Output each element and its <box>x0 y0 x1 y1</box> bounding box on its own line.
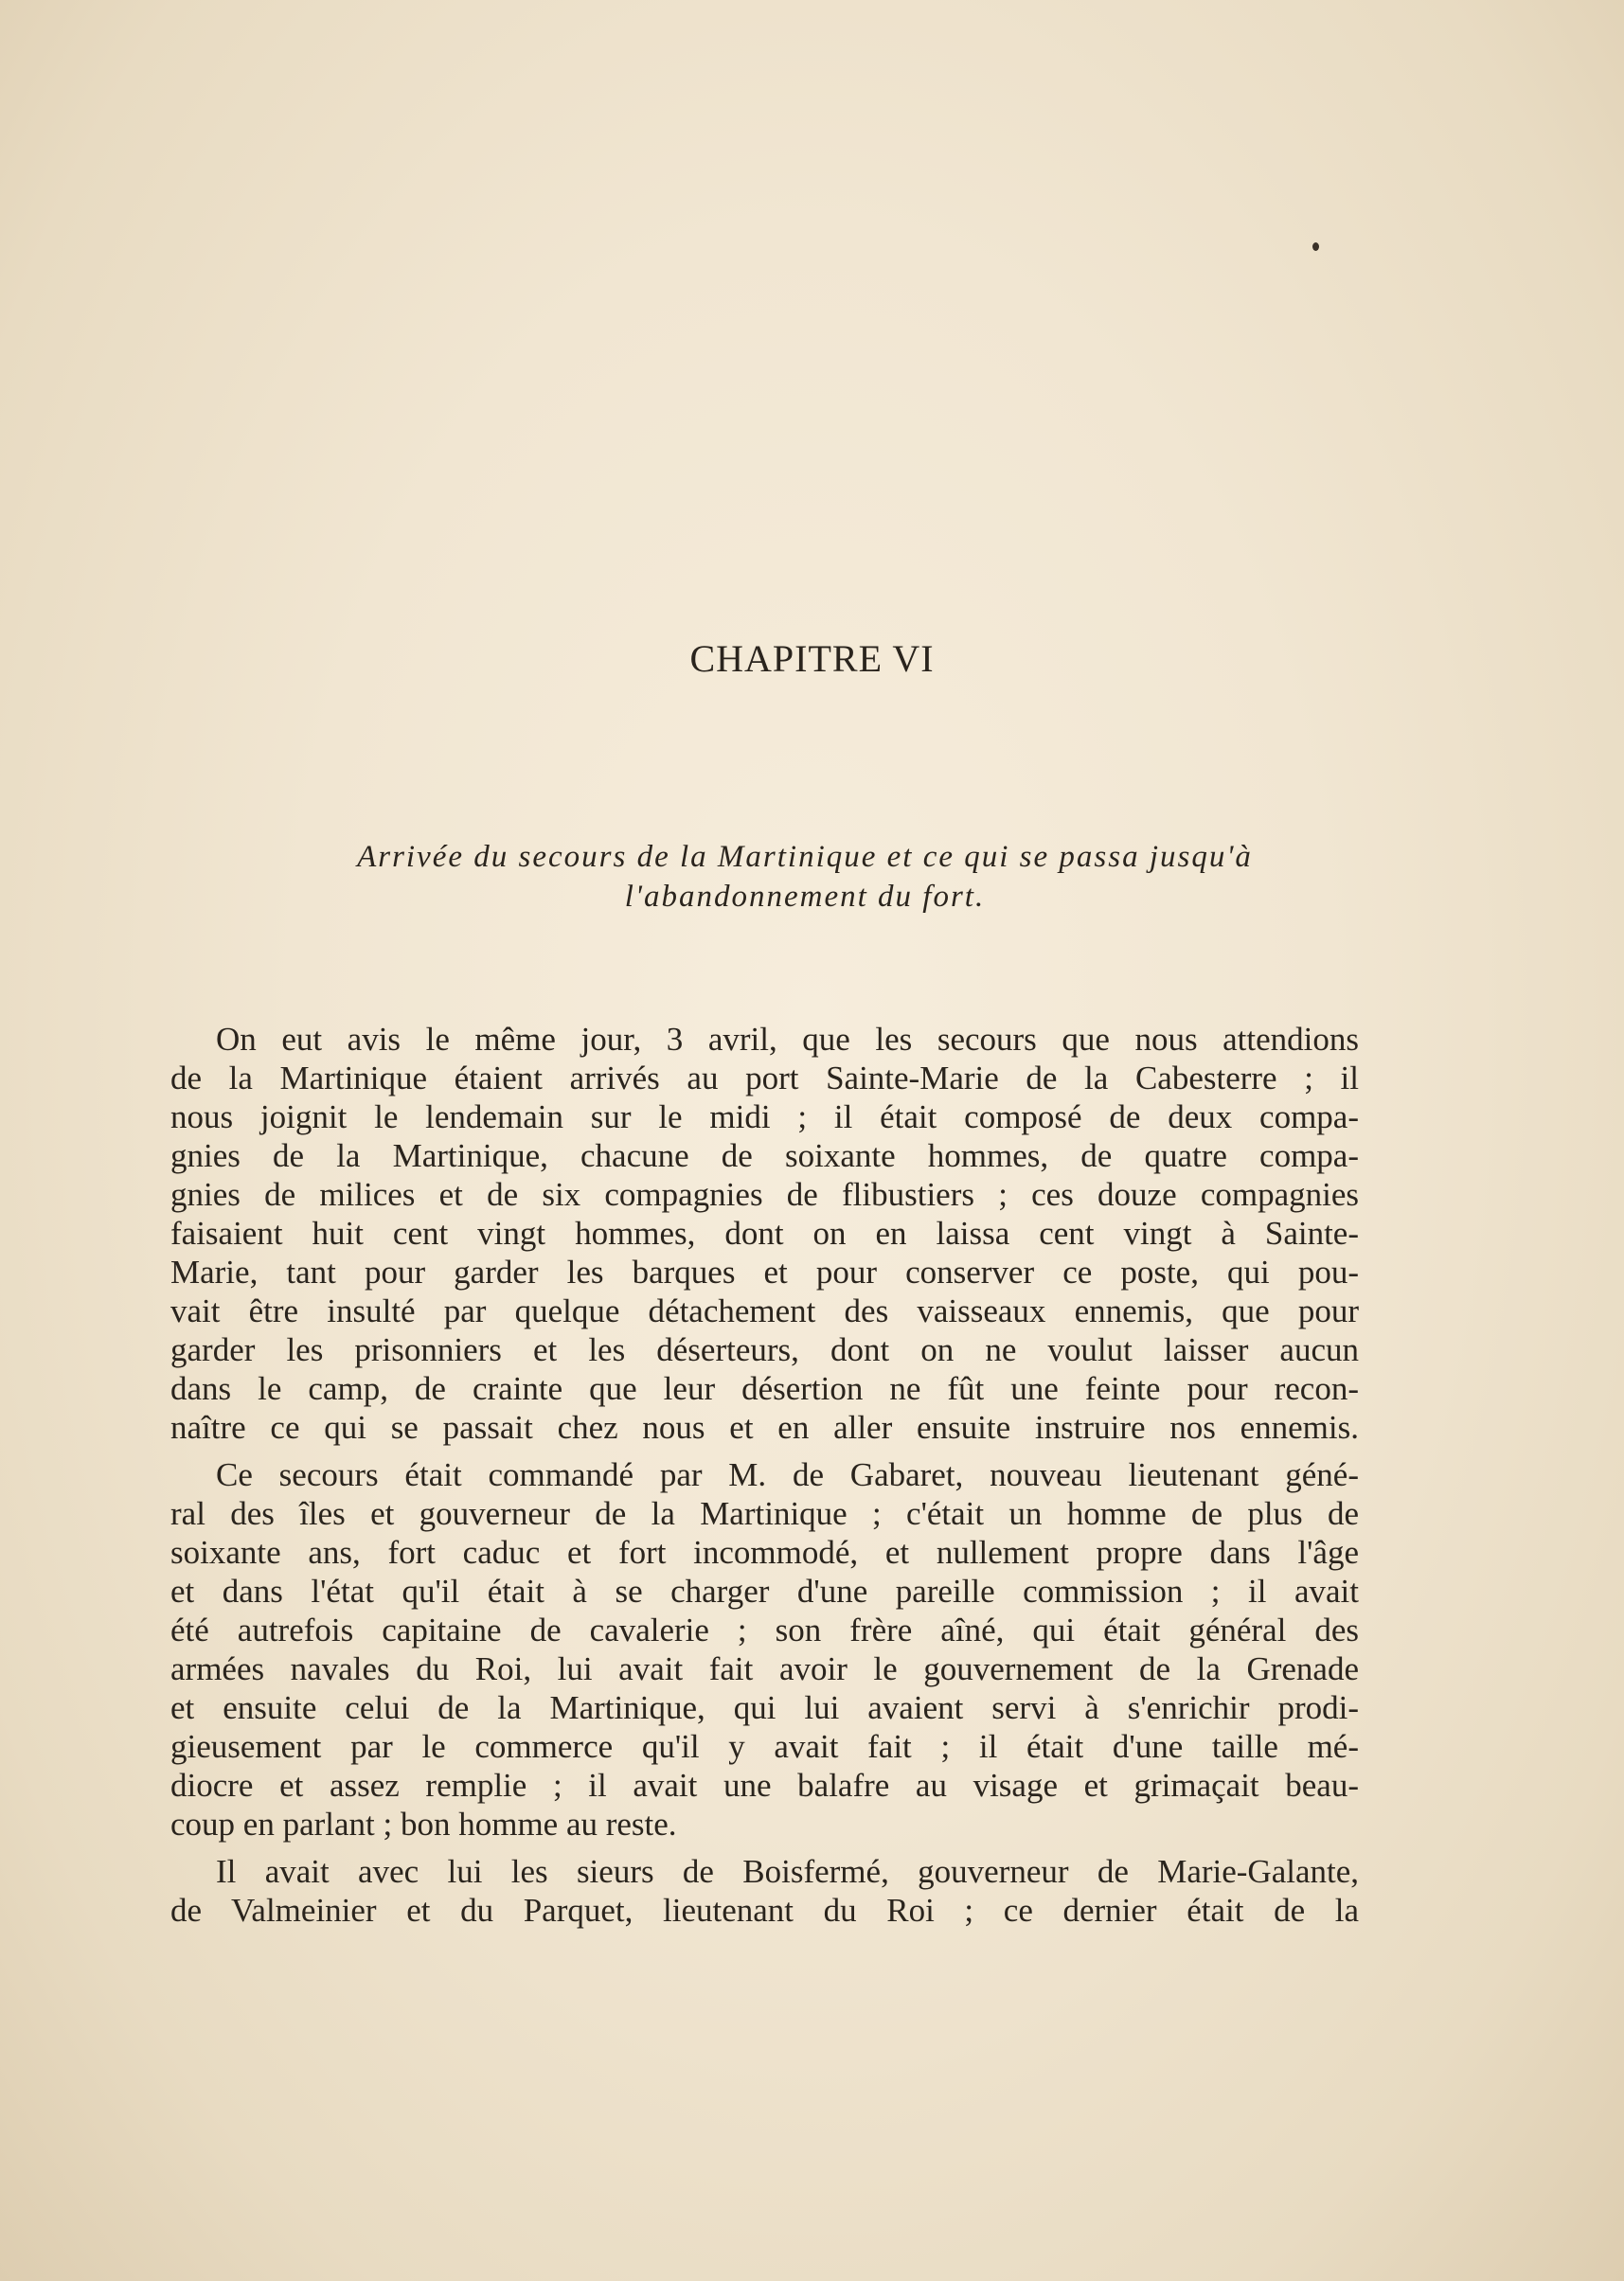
text-line: diocre et assez remplie ; il avait une balafre au visage et grimaçait beau- <box>170 1767 1359 1804</box>
text-line: gieusement par le commerce qu'il y avait fait ; il était d'une taille mé- <box>170 1728 1359 1765</box>
text-line: de la Martinique étaient arrivés au port Sainte-Marie de la Cabesterre ; il <box>170 1060 1359 1096</box>
text-line: Ce secours était commandé par M. de Gabaret, nouveau lieutenant géné- <box>216 1456 1359 1493</box>
text-line: vait être insulté par quelque détachement des vaisseaux ennemis, que pour <box>170 1292 1359 1329</box>
text-line: gnies de milices et de six compagnies de flibustiers ; ces douze compagnies <box>170 1176 1359 1213</box>
text-line: On eut avis le même jour, 3 avril, que les secours que nous attendions <box>216 1021 1359 1058</box>
text-line: de Valmeinier et du Parquet, lieutenant du Roi ; ce dernier était de la <box>170 1892 1359 1929</box>
text-line: nous joignit le lendemain sur le midi ; il était composé de deux compa- <box>170 1098 1359 1135</box>
subtitle-line: l'abandonnement du fort. <box>624 880 986 914</box>
text-line: Marie, tant pour garder les barques et pour conserver ce poste, qui pou- <box>170 1254 1359 1291</box>
text-line: dans le camp, de crainte que leur désertion ne fût une feinte pour recon- <box>170 1370 1359 1407</box>
text-line: été autrefois capitaine de cavalerie ; son frère aîné, qui était général des <box>170 1612 1359 1648</box>
text-line: et dans l'état qu'il était à se charger d'une pareille commission ; il avait <box>170 1573 1359 1610</box>
chapter-title: CHAPITRE VI <box>689 637 935 680</box>
paragraph <box>170 1020 1359 1447</box>
chapter-subtitle <box>246 837 1364 917</box>
subtitle-line: Arrivée du secours de la Martinique et ce qui se passa jusqu'à <box>357 840 1253 874</box>
text-line: Il avait avec lui les sieurs de Boisfermé, gouverneur de Marie-Galante, <box>216 1853 1359 1890</box>
paragraph <box>170 1455 1359 1844</box>
text-line: soixante ans, fort caduc et fort incommodé, et nullement propre dans l'âge <box>170 1534 1359 1571</box>
text-line: ral des îles et gouverneur de la Martinique ; c'était un homme de plus de <box>170 1495 1359 1532</box>
text-line: armées navales du Roi, lui avait fait avoir le gouvernement de la Grenade <box>170 1650 1359 1687</box>
text-line: et ensuite celui de la Martinique, qui lui avaient servi à s'enrichir prodi- <box>170 1689 1359 1726</box>
text-line: faisaient huit cent vingt hommes, dont on en laissa cent vingt à Sainte- <box>170 1215 1359 1252</box>
text-line: naître ce qui se passait chez nous et en aller ensuite instruire nos ennemis. <box>170 1409 1359 1446</box>
text-line: gnies de la Martinique, chacune de soixante hommes, de quatre compa- <box>170 1137 1359 1174</box>
body-text <box>170 1020 1359 1938</box>
text-line: garder les prisonniers et les déserteurs, dont on ne voulut laisser aucun <box>170 1331 1359 1368</box>
paragraph <box>170 1852 1359 1930</box>
text-line: coup en parlant ; bon homme au reste. <box>170 1806 677 1843</box>
ink-speck <box>1312 242 1319 251</box>
